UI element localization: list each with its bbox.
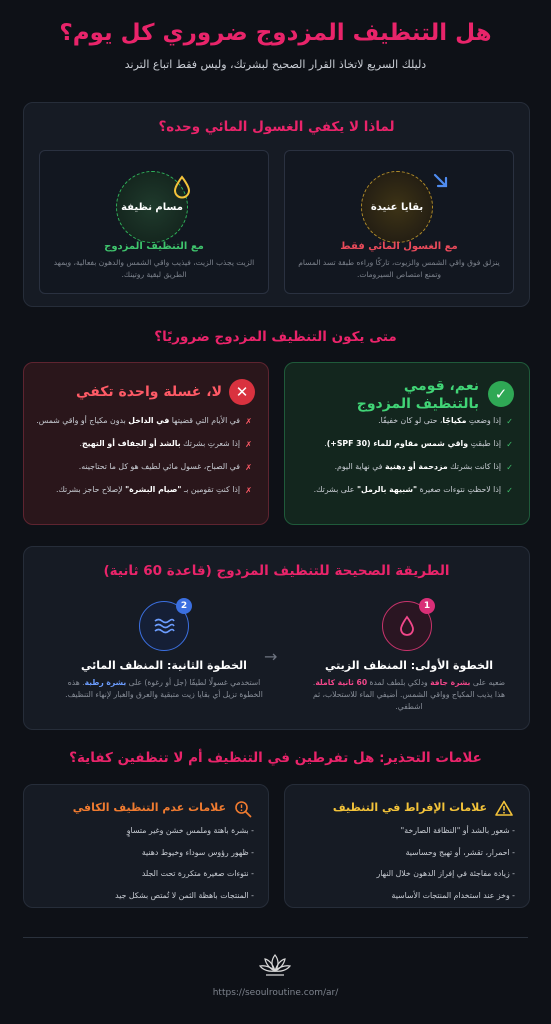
cross-icon: ✗ bbox=[245, 463, 252, 472]
no-card bbox=[23, 362, 269, 525]
list-item: - احمرار، تقشر، أو تهيج وحساسية bbox=[405, 847, 515, 857]
step2-description: استخدمي غسولًا لطيفًا (جل أو رغوة) على بشرة رطبة. هذه الخطوة تزيل أي بقايا زيت متبقية والعرق والغبار لإنهاء التنظيف. bbox=[65, 678, 263, 699]
list-item: ✓ إذا طبقتِ واقي شمس مقاوم للماء (SPF 30+). bbox=[324, 439, 513, 449]
x-circle-icon: ✕ bbox=[229, 379, 255, 405]
why-title: لماذا لا يكفي الغسول المائي وحده؟ bbox=[158, 119, 395, 135]
list-item: ✗ في الأيام التي قضيتها في الداخل بدون مكياج أو واقي شمس. bbox=[36, 416, 252, 426]
no-list bbox=[36, 415, 252, 507]
undercleansing-card bbox=[23, 784, 269, 908]
list-item: ✗ في الصباح، غسول مائي لطيف هو كل ما تحتاجينه. bbox=[78, 462, 252, 472]
step2-title: الخطوة الثانية: المنظف المائي bbox=[81, 659, 247, 672]
undercleansing-title: علامات عدم التنظيف الكافي bbox=[72, 801, 226, 814]
check-icon: ✓ bbox=[488, 381, 514, 407]
cross-icon: ✗ bbox=[245, 440, 252, 449]
step1-title: الخطوة الأولى: المنظف الزيتي bbox=[325, 659, 493, 672]
step1-number: 1 bbox=[419, 598, 435, 614]
overcleansing-title: علامات الإفراط في التنظيف bbox=[332, 801, 487, 814]
cross-icon: ✗ bbox=[245, 417, 252, 426]
list-item: - بشرة باهتة وملمس خشن وغير متساوٍ bbox=[126, 826, 254, 835]
checkmark-icon: ✓ bbox=[506, 486, 513, 495]
clean-pores-label: مسام نظيفة bbox=[121, 201, 183, 213]
yes-list bbox=[297, 415, 513, 507]
list-item: ✓ إذا لاحظتِ نتوءات صغيرة "شبيهة بالرمل" على بشرتك. bbox=[313, 485, 513, 495]
list-item: - زيادة مفاجئة في إفراز الدهون خلال النهار bbox=[376, 869, 515, 878]
no-title: لا، غسلة واحدة تكفي bbox=[76, 384, 222, 400]
checkmark-icon: ✓ bbox=[506, 417, 513, 426]
water-only-description: ينزلق فوق واقي الشمس والزيوت، تاركًا وراءه طبقة تسد المسام وتمنع امتصاص السيرومات. bbox=[298, 258, 500, 279]
list-item: - المنتجات باهظة الثمن لا تُمتص بشكل جيد bbox=[115, 890, 254, 900]
method-title: الطريقة الصحيحة للتنظيف المزدوج (قاعدة 60 ثانية) bbox=[103, 563, 450, 579]
residue-circle bbox=[361, 171, 433, 243]
arrow-down-right-icon bbox=[433, 173, 449, 189]
lotus-logo-icon bbox=[258, 951, 292, 979]
warning-icon bbox=[495, 800, 513, 816]
overcleansing-card bbox=[284, 784, 530, 908]
water-only-caption: مع الغسول المائي فقط bbox=[340, 241, 458, 252]
residue-label: بقايا عنيدة bbox=[370, 201, 424, 213]
water-only-card bbox=[284, 150, 514, 294]
water-waves-icon bbox=[153, 617, 175, 635]
list-item: - شعور بالشد أو "النظافة الصارخة" bbox=[400, 826, 515, 835]
list-item: - ظهور رؤوس سوداء وخيوط دهنية bbox=[141, 847, 254, 857]
magnifier-icon bbox=[234, 800, 252, 818]
why-section bbox=[23, 102, 530, 307]
overcleansing-list bbox=[295, 825, 515, 911]
when-title: متى يكون التنظيف المزدوج ضروريًا؟ bbox=[154, 329, 397, 345]
arrow-right-icon: → bbox=[264, 647, 278, 666]
list-item: - نتوءات صغيرة متكررة تحت الجلد bbox=[141, 869, 254, 878]
oil-drop-icon bbox=[172, 175, 192, 199]
checkmark-icon: ✓ bbox=[506, 440, 513, 449]
step2-number: 2 bbox=[176, 598, 192, 614]
warnings-title: علامات التحذير: هل تفرطين في التنظيف أم لا تنظفين كفاية؟ bbox=[69, 750, 482, 766]
cross-icon: ✗ bbox=[245, 486, 252, 495]
divider bbox=[23, 937, 528, 938]
checkmark-icon: ✓ bbox=[506, 463, 513, 472]
method-section bbox=[23, 546, 530, 730]
yes-card bbox=[284, 362, 530, 525]
footer-url[interactable]: https://seoulroutine.com/ar/ bbox=[212, 988, 339, 998]
list-item: ✗ إذا كنتِ تقومين بـ "صيام البشرة" لإصلاح حاجز بشرتك. bbox=[55, 485, 252, 495]
list-item: ✓ إذا كانت بشرتك مزدحمة أو دهنية في نهاية اليوم. bbox=[334, 462, 513, 472]
oil-drop-icon bbox=[398, 615, 416, 637]
page-title: هل التنظيف المزدوج ضروري كل يوم؟ bbox=[59, 20, 492, 46]
list-item: ✗ إذا شعرتِ بشرتك بالشد أو الجفاف أو التهيج. bbox=[79, 439, 252, 449]
undercleansing-list bbox=[34, 825, 254, 911]
list-item: - وخز عند استخدام المنتجات الأساسية bbox=[391, 890, 515, 900]
yes-title: نعم، قومي بالتنظيف المزدوج bbox=[356, 378, 479, 412]
step1-description: ضعيه على بشرة جافة ودلكي بلطف لمدة 60 ثانية كاملة. هذا يذيب المكياج وواقي الشمس. أضيفي الماء للاستحلاب، ثم اشطفي. bbox=[312, 678, 506, 711]
double-cleanse-description: الزيت يجذب الزيت، فيذيب واقي الشمس والدهون بفعالية، ويمهد الطريق لبقية روتينك. bbox=[53, 258, 255, 279]
list-item: ✓ إذا وضعتِ مكياجًا، حتى لو كان خفيفًا. bbox=[378, 416, 513, 426]
double-cleanse-caption: مع التنظيف المزدوج bbox=[104, 241, 204, 252]
page-subtitle: دليلك السريع لاتخاذ القرار الصحيح لبشرتك، وليس فقط اتباع الترند bbox=[124, 58, 427, 71]
double-cleanse-card bbox=[39, 150, 269, 294]
